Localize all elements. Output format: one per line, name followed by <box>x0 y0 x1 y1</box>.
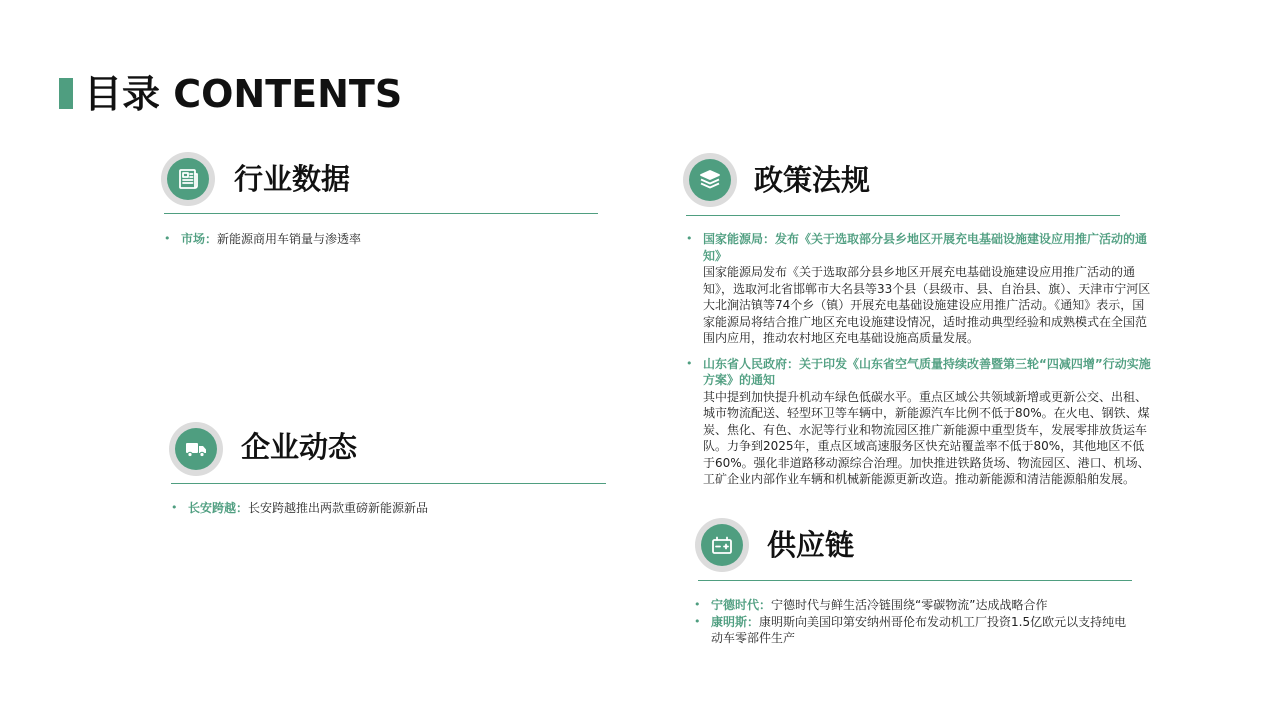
section-divider <box>171 483 606 484</box>
list-item[interactable]: • 市场：新能源商用车销量与渗透率 <box>164 231 594 248</box>
section-title-policy: 政策法规 <box>754 163 871 197</box>
section-divider <box>698 580 1132 581</box>
list-item[interactable]: • 山东省人民政府：关于印发《山东省空气质量持续改善暨第三轮“四减四增”行动实施方案》的通知 其中提到加快提升机动车绿色低碳水平。重点区域公共领域新增或更新公交、出租、城市物流配送、轻型环卫等车辆中，新能源汽车比例不低于80%。在火电、钢铁、煤炭、焦化、有色、水泥等行业和物流园区推广新能源中重型货车，发展零排放货运车队。力争到2025年，重点区域高速服务区快充站覆盖率不低于80%，其他地区不低于60%。强化非道路移动源综合治理。加快推进铁路货场、物流园区、港口、机场、工矿企业内部作业车辆和机械新能源更新改造。推动新能源和清洁能源船舶发展。 <box>686 356 1152 488</box>
industry-list <box>164 231 594 248</box>
supply-list <box>694 597 1134 647</box>
list-item[interactable]: • 康明斯：康明斯向美国印第安纳州哥伦布发动机工厂投资1.5亿欧元以支持纯电动车零部件生产 <box>694 614 1134 647</box>
list-item[interactable]: • 国家能源局：发布《关于选取部分县乡地区开展充电基础设施建设应用推广活动的通知》 国家能源局发布《关于选取部分县乡地区开展充电基础设施建设应用推广活动的通知》，选取河北省邯郸市大名县等33个县（县级市、县、自治县、旗）、天津市宁河区大北涧沽镇等74个乡（镇）开展充电基础设施建设应用推广活动。《通知》表示，国家能源局将结合推广地区充电设施建设情况，适时推动典型经验和成熟模式在全国范围内应用，推动农村地区充电基础设施高质量发展。 <box>686 231 1152 347</box>
truck-icon <box>169 422 223 476</box>
section-title-company: 企业动态 <box>241 430 358 464</box>
section-title-supply: 供应链 <box>767 528 855 562</box>
company-list <box>171 500 601 517</box>
section-divider <box>164 213 598 214</box>
policy-list <box>686 231 1152 488</box>
title-accent-bar <box>59 78 73 109</box>
layers-icon <box>683 153 737 207</box>
section-title-industry: 行业数据 <box>234 162 351 196</box>
section-divider <box>686 215 1120 216</box>
page-title: 目录 CONTENTS <box>84 72 403 116</box>
battery-icon <box>695 518 749 572</box>
list-item[interactable]: • 长安跨越：长安跨越推出两款重磅新能源新品 <box>171 500 601 517</box>
list-item[interactable]: • 宁德时代：宁德时代与鲜生活冷链围绕“零碳物流”达成战略合作 <box>694 597 1134 614</box>
newspaper-icon <box>161 152 215 206</box>
